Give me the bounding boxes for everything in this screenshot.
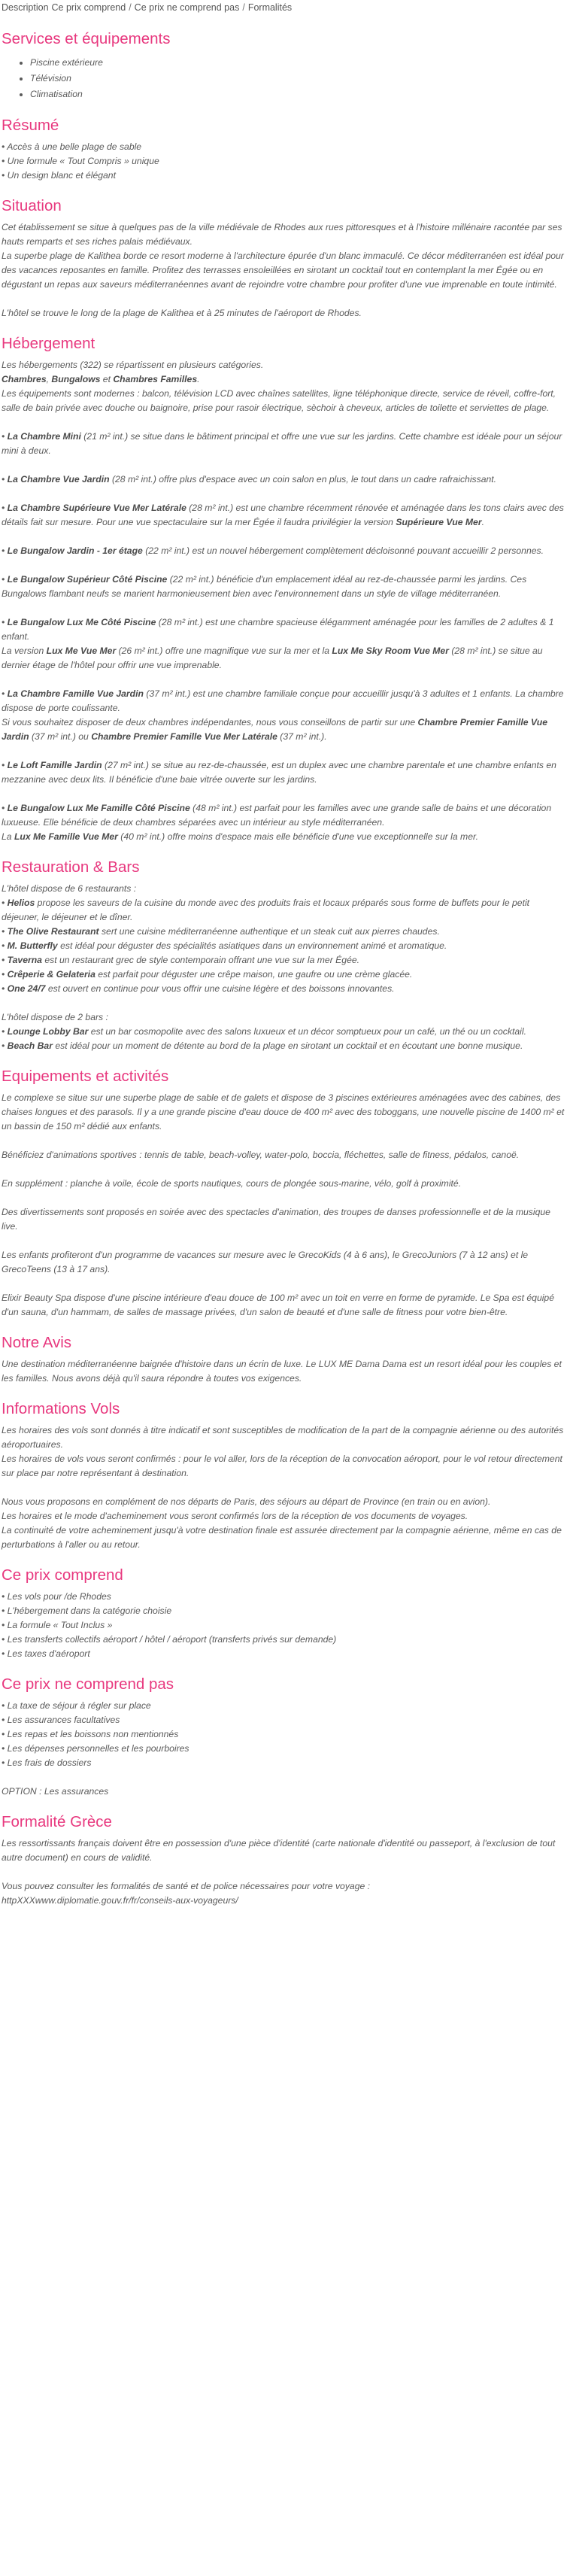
room-name: La Chambre Famille Vue Jardin	[7, 688, 144, 699]
formalities-link[interactable]: httpXXXwww.diplomatie.gouv.fr/fr/conseils-aux-voyageurs/	[2, 1895, 238, 1906]
room-name: Le Loft Famille Jardin	[7, 760, 102, 770]
list-item: • Les taxes d'aéroport	[2, 1648, 90, 1659]
situation-title: Situation	[2, 197, 62, 214]
hebergement-section	[2, 334, 568, 844]
tab-separator: /	[242, 2, 245, 13]
formalities-section	[2, 1812, 568, 1908]
list-item: • Télévision	[30, 71, 568, 87]
list-item: • Piscine extérieure	[30, 55, 568, 71]
room-paragraph: • La Chambre Vue Jardin (28 m² int.) offre plus d'espace avec un coin salon en plus, le tout dans un cadre rafraichissant.	[2, 474, 497, 485]
paragraph: Les hébergements (322) se répartissent en plusieurs catégories.	[2, 360, 264, 370]
room-name: Le Bungalow Lux Me Famille Côté Piscine	[7, 803, 190, 813]
paragraph: Les équipements sont modernes : balcon, télévision LCD avec chaînes satellites, ligne téléphonique directe, service de réveil, coffre-fort, salle de bain privée avec douche ou baignoire, prise pour rasoir électrique, sèchoir à cheveux, articles de toilette et serviettes de plage.	[2, 388, 556, 413]
room-paragraph: • Le Bungalow Lux Me Famille Côté Piscine (48 m² int.) est parfait pour les familles avec une grande salle de bains et une décoration luxueuse. Elle bénéficie de deux chambres séparées avec un intérieur au style méditerranéen.	[2, 803, 552, 828]
resume-section	[2, 116, 568, 183]
room-name: Le Bungalow Lux Me Côté Piscine	[7, 617, 156, 627]
restaurant-name: The Olive Restaurant	[7, 926, 99, 937]
list-item: • Climatisation	[30, 87, 568, 102]
paragraph: L'hôtel se trouve le long de la plage de Kalithea et à 25 minutes de l'aéroport de Rhodes.	[2, 308, 362, 318]
bar-item: • Beach Bar est idéal pour un moment de détente au bord de la plage en sirotant un cocktail et en écoutant une bonne musique.	[2, 1040, 523, 1051]
not-included-title: Ce prix ne comprend pas	[2, 1675, 174, 1693]
room-paragraph: • Le Bungalow Supérieur Côté Piscine (22 m² int.) bénéficie d'un emplacement idéal au rez-de-chaussée parmi les jardins. Ces Bungalows flambant neufs se marient harmonieusement bien avec l'environnement dans un style de village méditerranéen.	[2, 574, 527, 599]
paragraph: Chambres, Bungalows et Chambres Familles.	[2, 374, 200, 384]
restaurant-item: • Crêperie & Gelateria est parfait pour déguster une crêpe maison, une gaufre ou une crème glacée.	[2, 969, 413, 980]
room-name: Chambre Premier Famille Vue Mer Latérale	[91, 731, 277, 742]
resume-title: Résumé	[2, 117, 59, 134]
list-item: • Les transferts collectifs aéroport / hôtel / aéroport (transferts privés sur demande)	[2, 1634, 337, 1645]
paragraph: L'hôtel dispose de 6 restaurants :	[2, 883, 137, 894]
room-name: Lux Me Famille Vue Mer	[14, 831, 118, 842]
restaurant-name: One 24/7	[7, 983, 46, 994]
restaurant-name: Taverna	[7, 955, 42, 965]
bar-name: Beach Bar	[7, 1040, 53, 1051]
restaurant-name: M. Butterfly	[7, 940, 58, 951]
restaurant-name: Crêperie & Gelateria	[7, 969, 96, 980]
paragraph: Les ressortissants français doivent être en possession d'une pièce d'identité (carte nationale d'identité ou passeport, à l'exclusion de tout autre document) en cours de validité.	[2, 1838, 556, 1863]
restaurant-item: • One 24/7 est ouvert en continue pour vous offrir une cuisine légère et des boissons innovantes.	[2, 983, 395, 994]
room-name: La Chambre Vue Jardin	[7, 474, 110, 485]
restauration-section	[2, 858, 568, 1053]
room-paragraph: • La Chambre Supérieure Vue Mer Latérale (28 m² int.) est une chambre récemment rénovée et aménagée dans les tons clairs avec des détails fait sur mesure. Pour une vue spectaculaire sur la mer Égée il faudra privilégier la version Supérieure Vue Mer.	[2, 503, 564, 527]
room-name: La Chambre Mini	[7, 431, 81, 442]
room-category: Chambres Familles	[113, 374, 198, 384]
room-paragraph: • Le Bungalow Jardin - 1er étage (22 m² int.) est un nouvel hébergement complètement décloisonné pouvant accueillir 2 personnes.	[2, 545, 544, 556]
list-item: • Un design blanc et élégant	[2, 170, 116, 181]
list-item: • L'hébergement dans la catégorie choisie	[2, 1605, 172, 1616]
tab-included[interactable]: Ce prix comprend	[51, 2, 126, 13]
room-name: La Chambre Supérieure Vue Mer Latérale	[7, 503, 186, 513]
room-name: Chambre Premier Famille Vue Jardin	[2, 717, 548, 742]
tab-separator: /	[129, 2, 132, 13]
paragraph: Vous pouvez consulter les formalités de santé et de police nécessaires pour votre voyage :	[2, 1881, 371, 1891]
tab-bar	[2, 0, 568, 16]
paragraph: Bénéficiez d'animations sportives : tennis de table, beach-volley, water-polo, boccia, fléchettes, salle de fitness, pédalos, canoë.	[2, 1150, 520, 1160]
list-item: • La taxe de séjour à régler sur place	[2, 1700, 151, 1711]
tab-description[interactable]: Description	[2, 2, 49, 13]
paragraph: La superbe plage de Kalithea borde ce resort moderne à l'architecture épurée d'un blanc immaculé. Ce décor méditerranéen est idéal pour des vacances reposantes en famille. Profitez des terrasses ensoleillées en sirotant un cocktail tout en contemplant la mer Égée ou en dégustant un repas aux saveurs méditerranéennes avant de rejoindre votre chambre pour profiter d'une vue imprenable en toute intimité.	[2, 251, 564, 290]
paragraph: La continuité de votre acheminement jusqu'à votre destination finale est assurée directement par la compagnie aérienne, même en cas de perturbations à l'aller ou au retour.	[2, 1525, 562, 1550]
room-name: Le Bungalow Jardin - 1er étage	[7, 545, 143, 556]
room-paragraph: • Le Loft Famille Jardin (27 m² int.) se situe au rez-de-chaussée, est un duplex avec une chambre parentale et une chambre enfants en mezzanine avec deux lits. Il bénéficie d'une baie vitrée ouverte sur les jardins.	[2, 760, 556, 785]
list-item: • Les dépenses personnelles et les pourboires	[2, 1743, 189, 1754]
situation-section	[2, 196, 568, 320]
paragraph: Nous vous proposons en complément de nos départs de Paris, des séjours au départ de Province (en train ou en avion).	[2, 1496, 491, 1507]
avis-section	[2, 1333, 568, 1386]
room-paragraph: Si vous souhaitez disposer de deux chambres indépendantes, nous vous conseillons de partir sur une Chambre Premier Famille Vue Jardin (37 m² int.) ou Chambre Premier Famille Vue Mer Latérale (37 m² int.).	[2, 717, 548, 742]
paragraph: Les horaires de vols vous seront confirmés : pour le vol aller, lors de la réception de la convocation aéroport, pour le vol retour directement sur place par notre représentant à destination.	[2, 1454, 562, 1478]
bar-item: • Lounge Lobby Bar est un bar cosmopolite avec des salons luxueux et un décor somptueux pour un café, un thé ou un cocktail.	[2, 1026, 526, 1037]
room-category: Chambres	[2, 374, 47, 384]
paragraph: Le complexe se situe sur une superbe plage de sable et de galets et dispose de 3 piscines extérieures aménagées avec des cabines, des chaises longues et des parasols. Il y a une grande piscine d'eau douce de 400 m² avec des toboggans, une nouvelle piscine de 1400 m² et un bassin de 150 m² dédié aux enfants.	[2, 1092, 565, 1132]
vols-title: Informations Vols	[2, 1400, 120, 1417]
option-text: OPTION : Les assurances	[2, 1786, 109, 1797]
room-category: Bungalows	[51, 374, 101, 384]
restaurant-item: • M. Butterfly est idéal pour déguster des spécialités asiatiques dans un environnement animé et aromatique.	[2, 940, 447, 951]
services-title: Services et équipements	[2, 30, 171, 47]
list-item: • La formule « Tout Inclus »	[2, 1620, 113, 1630]
hebergement-title: Hébergement	[2, 335, 96, 352]
included-title: Ce prix comprend	[2, 1566, 123, 1584]
tab-not-included[interactable]: Ce prix ne comprend pas	[134, 2, 240, 13]
paragraph: Des divertissements sont proposés en soirée avec des spectacles d'animation, des troupes de danses professionnelle et de la musique live.	[2, 1207, 550, 1232]
services-list	[2, 55, 568, 102]
paragraph: En supplément : planche à voile, école de sports nautiques, cours de plongée sous-marine, vélo, golf à proximité.	[2, 1178, 462, 1189]
paragraph: Cet établissement se situe à quelques pas de la ville médiévale de Rhodes aux rues pittoresques et à l'histoire millénaire racontée par ses hauts remparts et ses riches palais médiévaux.	[2, 222, 562, 247]
equipements-title: Equipements et activités	[2, 1068, 169, 1085]
bar-name: Lounge Lobby Bar	[7, 1026, 89, 1037]
restaurant-item: • The Olive Restaurant sert une cuisine méditerranéenne authentique et un steak cuit aux pierres chaudes.	[2, 926, 440, 937]
room-name: Lux Me Sky Room Vue Mer	[332, 646, 449, 656]
restauration-title: Restauration & Bars	[2, 858, 140, 876]
equipements-section	[2, 1067, 568, 1320]
room-name: Lux Me Vue Mer	[46, 646, 117, 656]
paragraph: Les horaires et le mode d'acheminement vous seront confirmés lors de la réception de vos documents de voyages.	[2, 1511, 468, 1521]
room-name: Supérieure Vue Mer	[396, 517, 482, 527]
list-item: • Accès à une belle plage de sable	[2, 141, 142, 152]
avis-title: Notre Avis	[2, 1334, 72, 1351]
vols-section	[2, 1399, 568, 1552]
paragraph: Elixir Beauty Spa dispose d'une piscine intérieure d'eau douce de 100 m² avec un toit en verre en forme de pyramide. Le Spa est équipé d'un sauna, d'un hammam, de salles de massage privées, d'un salon de beauté et d'une salle de fitness pour votre bien-être.	[2, 1293, 554, 1317]
room-paragraph: • La Chambre Famille Vue Jardin (37 m² int.) est une chambre familiale conçue pour accueillir jusqu'à 3 adultes et 1 enfants. La chambre dispose de porte coulissante.	[2, 688, 564, 713]
list-item: • Une formule « Tout Compris » unique	[2, 156, 159, 166]
list-item: • Les vols pour /de Rhodes	[2, 1591, 111, 1602]
formalities-title: Formalité Grèce	[2, 1813, 112, 1830]
paragraph: Les horaires des vols sont donnés à titre indicatif et sont susceptibles de modification de la part de la compagnie aérienne ou des autorités aéroportuaires.	[2, 1425, 564, 1450]
room-name: Le Bungalow Supérieur Côté Piscine	[7, 574, 168, 585]
paragraph: L'hôtel dispose de 2 bars :	[2, 1012, 108, 1022]
room-paragraph: La Lux Me Famille Vue Mer (40 m² int.) offre moins d'espace mais elle bénéficie d'une vue exceptionnelle sur la mer.	[2, 831, 478, 842]
room-paragraph: • Le Bungalow Lux Me Côté Piscine (28 m² int.) est une chambre spacieuse élégamment aménagée pour les familles de 2 adultes & 1 enfant.	[2, 617, 554, 642]
list-item: • Les repas et les boissons non mentionnés	[2, 1729, 179, 1739]
included-section	[2, 1566, 568, 1661]
list-item: • Les frais de dossiers	[2, 1757, 92, 1768]
restaurant-name: Helios	[7, 898, 35, 908]
tab-formalities[interactable]: Formalités	[247, 2, 293, 13]
paragraph: Les enfants profiteront d'un programme de vacances sur mesure avec le GrecoKids (4 à 6 ans), le GrecoJuniors (7 à 12 ans) et le GrecoTeens (13 à 17 ans).	[2, 1250, 529, 1274]
restaurant-item: • Taverna est un restaurant grec de style contemporain offrant une vue sur la mer Égée.	[2, 955, 360, 965]
paragraph: Une destination méditerranéenne baignée d'histoire dans un écrin de luxe. Le LUX ME Dama Dama est un resort idéal pour les couples et les familles. Nous avons déjà qu'il saura répondre à toutes vos exigences.	[2, 1359, 562, 1384]
room-paragraph: • La Chambre Mini (21 m² int.) se situe dans le bâtiment principal et offre une vue sur les jardins. Cette chambre est idéale pour un séjour mini à deux.	[2, 431, 562, 456]
list-item: • Les assurances facultatives	[2, 1715, 120, 1725]
not-included-section	[2, 1675, 568, 1799]
services-section	[2, 29, 568, 102]
restaurant-item: • Helios propose les saveurs de la cuisine du monde avec des produits frais et locaux préparés sous forme de buffets pour le petit déjeuner, le déjeuner et le dîner.	[2, 898, 530, 922]
room-paragraph: La version Lux Me Vue Mer (26 m² int.) offre une magnifique vue sur la mer et la Lux Me Sky Room Vue Mer (28 m² int.) se situe au dernier étage de l'hôtel pour offrir une vue imprenable.	[2, 646, 543, 670]
